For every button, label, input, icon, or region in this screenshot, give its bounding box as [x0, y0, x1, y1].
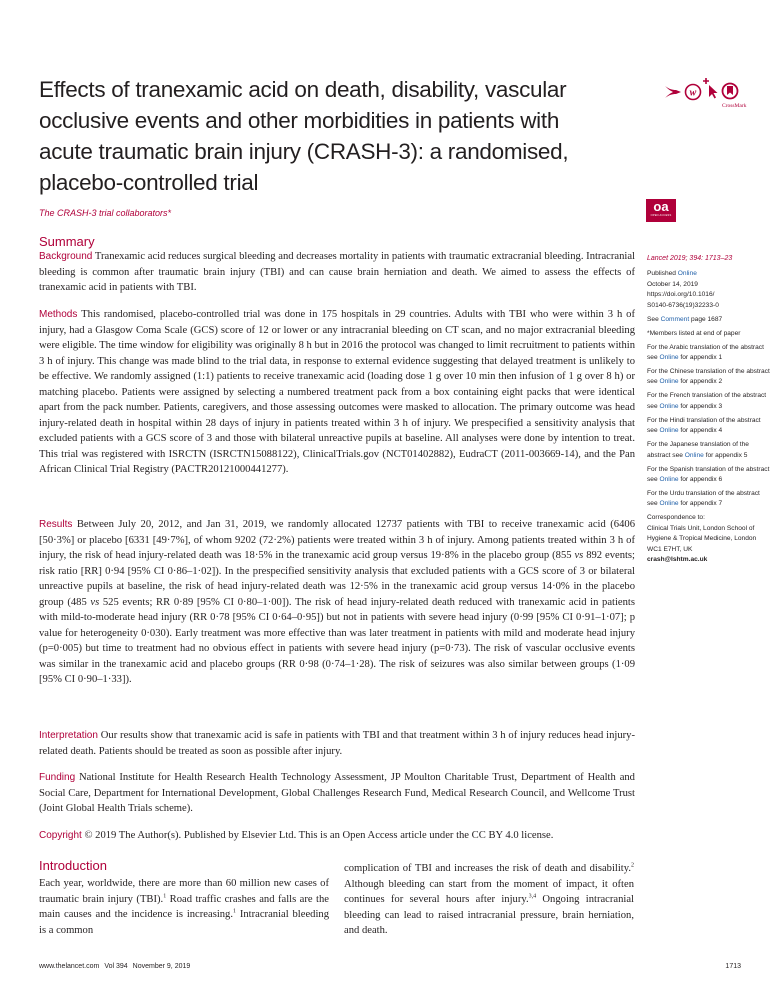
translation-appendix: for appendix 1 — [678, 354, 723, 362]
introduction-column-1 — [39, 876, 329, 938]
translation-online-link[interactable]: Online — [659, 500, 679, 508]
translation-online-link[interactable]: Online — [659, 354, 679, 362]
introduction-column-2 — [344, 861, 634, 939]
translation-note — [647, 391, 772, 412]
intro-text: Intracranial bleeding is a common — [39, 909, 329, 936]
lancet-swift-icon — [664, 85, 682, 99]
translation-text: For the Japanese translation of the abstract see — [647, 441, 749, 459]
background-label: Background — [39, 251, 93, 262]
oa-label: oa — [653, 199, 669, 214]
correspondence — [647, 513, 772, 565]
abstract-results — [39, 517, 635, 688]
article-tools — [664, 77, 764, 117]
translation-note — [647, 440, 772, 461]
doi-line-1[interactable]: https://doi.org/10.1016/ — [647, 291, 715, 299]
correspondence-label: Correspondence to: — [647, 514, 705, 522]
results-vs-2: vs — [90, 596, 100, 608]
translation-note — [647, 489, 772, 510]
comment-suffix: page 1687 — [689, 315, 723, 323]
translation-text: For the French translation of the abstract see — [647, 392, 767, 410]
methods-label: Methods — [39, 309, 78, 320]
translation-appendix: for appendix 6 — [678, 476, 723, 484]
funding-text: National Institute for Health Research Health Technology Assessment, JP Moulton Charitable Trust, Department of Health and Social Care, Department for International Development, Global Challenges Research Fund, Medical Research Council, and Wellcome Trust (Joint Global Health Trials scheme). — [39, 772, 635, 814]
results-label: Results — [39, 519, 73, 530]
abstract-methods — [39, 307, 635, 478]
intro-text: Road traffic crashes and falls are the main causes and the incidence is increasing. — [39, 893, 329, 920]
translation-text: For the Urdu translation of the abstract see — [647, 490, 760, 508]
open-access-badge — [646, 199, 676, 222]
correspondence-address: Clinical Trials Unit, London School of Hygiene & Tropical Medicine, London WC1 E7HT, UK — [647, 524, 757, 553]
oa-sublabel: OPEN ACCESS — [650, 214, 672, 217]
comment-note — [647, 315, 772, 325]
translation-online-link[interactable]: Online — [684, 451, 704, 459]
footer-date: November 9, 2019 — [132, 963, 191, 970]
intro-text: Ongoing intracranial bleeding can lead to raised intracranial pressure, brain herniation, and death. — [344, 894, 634, 936]
abstract-background — [39, 249, 635, 296]
translation-online-link[interactable]: Online — [659, 402, 679, 410]
funding-label: Funding — [39, 772, 76, 783]
reference-link[interactable]: 1 — [163, 892, 167, 899]
members-note: *Members listed at end of paper — [647, 329, 741, 337]
crossmark-label: CrossMark — [722, 103, 747, 109]
translation-online-link[interactable]: Online — [659, 378, 679, 386]
abstract-copyright — [39, 828, 635, 844]
translation-appendix: for appendix 3 — [678, 402, 723, 410]
sidebar — [647, 254, 772, 569]
translation-text: For the Chinese translation of the abstract see — [647, 368, 770, 386]
translation-text: For the Hindi translation of the abstract see — [647, 416, 761, 435]
w-globe-icon[interactable] — [684, 83, 702, 101]
translation-online-link[interactable]: Online — [659, 476, 679, 484]
abstract-interpretation — [39, 728, 635, 759]
copyright-label: Copyright — [39, 830, 82, 841]
translation-note — [647, 367, 772, 388]
comment-link[interactable]: Comment — [660, 315, 690, 323]
footer-volume: Vol 394 — [104, 963, 128, 970]
doi-line-2[interactable]: S0140-6736(19)32233-0 — [647, 301, 719, 309]
publication-info — [647, 269, 772, 311]
published-date: October 14, 2019 — [647, 280, 698, 288]
svg-text:w: w — [689, 87, 697, 99]
article-authors[interactable]: The CRASH-3 trial collaborators* — [39, 208, 172, 218]
background-text: Tranexamic acid reduces surgical bleeding and decreases mortality in patients with traumatic extracranial bleeding. Intracranial bleeding is common after traumatic brain injury (TBI) and can cause brain herniation and death. We aimed to assess the effects of tranexamic acid in patients with TBI. — [39, 251, 635, 293]
footer-website[interactable]: www.thelancet.com — [39, 963, 100, 970]
intro-text: Although bleeding can start from the moment of impact, it often continues for several hours after injury. — [344, 878, 634, 905]
cursor-plus-icon[interactable] — [703, 77, 719, 99]
citation: Lancet 2019; 394: 1713–23 — [647, 255, 733, 262]
translation-note — [647, 343, 772, 364]
reference-link[interactable]: 2 — [631, 862, 634, 869]
translation-note — [647, 416, 772, 437]
translation-appendix: for appendix 7 — [678, 500, 723, 508]
abstract-funding — [39, 770, 635, 817]
intro-text: complication of TBI and increases the risk of death and disability. — [344, 863, 631, 874]
crossmark-icon[interactable] — [721, 82, 739, 102]
translation-note — [647, 465, 772, 486]
published-online-link[interactable]: Online — [677, 270, 697, 278]
translation-text: For the Spanish translation of the abstract see — [647, 465, 770, 484]
page-number: 1713 — [725, 963, 741, 970]
interpretation-text: Our results show that tranexamic acid is safe in patients with TBI and that treatment within 3 h of injury reduces head injury-related death. Patients should be treated as soon as possible after injury. — [39, 730, 636, 757]
interpretation-label: Interpretation — [39, 730, 98, 741]
reference-link[interactable]: 1 — [233, 908, 236, 915]
copyright-text: © 2019 The Author(s). Published by Elsevier Ltd. This is an Open Access article under the CC BY 4.0 license. — [84, 830, 554, 841]
introduction-heading: Introduction — [39, 858, 107, 873]
translation-appendix: for appendix 5 — [703, 451, 748, 459]
results-text-2: 892 events; risk ratio [RR] 0·94 [95% CI 0·86–1·02]). In the prespecified sensitivity analysis that excluded patients with a GCS score of 3 or bilateral unreactive pupils at baseline, the risk of head injury-related death was 12·5% in the tranexamic acid group versus 14·0% in the placebo group (485 — [39, 550, 635, 608]
results-text-3: 525 events; RR 0·89 [95% CI 0·80–1·00]). The risk of head injury-related death reduced with tranexamic acid in patients with mild-to-moderate head injury (RR 0·78 [95% CI 0·64–0·95]) but not in patients with severe head injury (0·99 [95% CI 0·91–1·07]; p value for heterogeneity 0·030). Early treatment was more effective than was later treatment in patients with mild and moderate head injury (p=0·005) but time to treatment had no obvious effect in patients with severe head injury (p=0·73). The risk of vascular occlusive events was similar in the tranexamic acid and placebo groups (RR 0·98 (0·74–1·28). The risk of seizures was also similar between groups (1·09 [95% CI 0·90–1·33]). — [39, 596, 636, 685]
methods-text: This randomised, placebo-controlled trial was done in 175 hospitals in 29 countries. Adults with TBI who were within 3 h of injury, had a Glasgow Coma Scale (GCS) score of 12 or lower or any intracranial bleeding on CT scan, and no major extracranial bleeding were eligible. The time window for eligibility was originally 8 h but in 2016 the protocol was changed to limit recruitment to patients within 3 h of injury. This change was made blind to the trial data, in response to external evidence suggesting that delayed treatment is unlikely to be effective. We randomly assigned (1:1) patients to receive tranexamic acid (loading dose 1 g over 10 min then infusion of 1 g over 8 h) or matching placebo. Patients were assigned by selecting a numbered treatment pack from a box containing eight packs that were identical apart from the pack number. Patients, caregivers, and those assessing outcomes were masked to allocation. The primary outcome was head injury-related death in hospital within 28 days of injury in patients treated within 3 h of injury. We prespecified a sensitivity analysis that excluded patients with a GCS score of 3 and those with bilateral unreactive pupils at baseline. All analyses were done by intention to treat. This trial was registered with ISRCTN (ISRCTN15088122), ClinicalTrials.gov (NCT01402882), EudraCT (2011-003669-14), and the Pan African Clinical Trial Registry (PACTR20121000441277). — [39, 309, 635, 475]
published-prefix: Published — [647, 270, 678, 278]
correspondence-email[interactable]: crash@lshtm.ac.uk — [647, 556, 708, 564]
reference-link[interactable]: 3,4 — [528, 893, 537, 900]
translation-appendix: for appendix 2 — [678, 378, 723, 386]
results-vs-1: vs — [574, 550, 584, 561]
page-footer — [39, 963, 195, 970]
translation-appendix: for appendix 4 — [678, 427, 723, 435]
comment-prefix: See — [647, 315, 661, 323]
translation-online-link[interactable]: Online — [659, 427, 679, 435]
article-title: Effects of tranexamic acid on death, disability, vascular occlusive events and other morbidities in patients with acute traumatic brain injury (CRASH-3): a randomised, placebo-controlled trial — [39, 77, 569, 195]
results-text-1: Between July 20, 2012, and Jan 31, 2019, we randomly allocated 12737 patients with TBI to receive tranexamic acid (6406 [50·3%] or placebo [6331 [49·7%], of whom 9202 (72·2%) patients were treated within 3 h of injury. Among patients treated within 3 h of injury, the risk of head injury-related death was 18·5% in the tranexamic acid group versus 19·8% in the placebo group (855 — [39, 519, 635, 561]
intro-text: Each year, worldwide, there are more than 60 million new cases of traumatic brain injury (TBI). — [39, 878, 329, 905]
translation-text: For the Arabic translation of the abstract see — [647, 343, 764, 362]
summary-heading: Summary — [39, 234, 95, 249]
